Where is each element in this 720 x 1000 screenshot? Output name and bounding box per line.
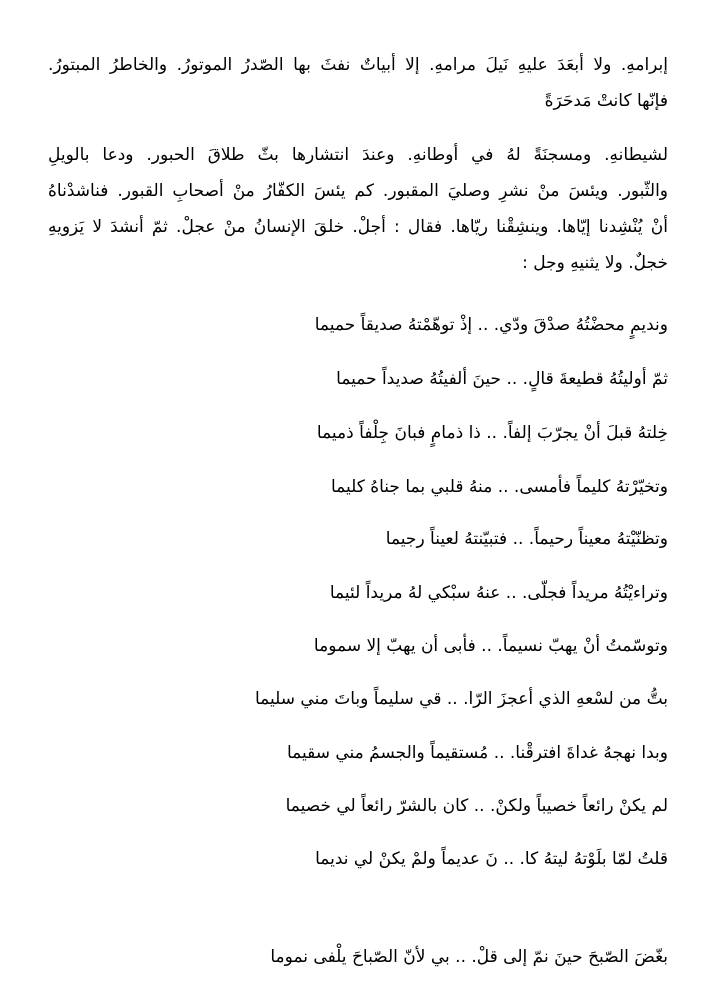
- prose-line: أنْ يُنْشِدنا إيّاها. وينشِقْنا ريّاها. فقال : أجلْ. خلقَ الإنسانُ منْ عجلْ. ثمّ أنشدَ لا يَزويهِ: [48, 217, 668, 237]
- poem-verse: لم يكنْ رائعاً خصيباً ولكنْ. .. كان بالشرّ رائعاً لي خصيما: [285, 796, 668, 816]
- poem-verse: خِلتهُ قبلَ أنْ يجرّبَ إلفاً. .. ذا ذمامٍ فبانَ جِلْفاً ذميما: [316, 423, 668, 443]
- poem-verse: قلتُ لمّا بلَوْتهُ ليتهُ كا. .. نَ عديماً ولمْ يكنْ لي نديما: [315, 849, 668, 869]
- prose-line: خجلٌ. ولا يثنيهِ وجل :: [522, 253, 668, 273]
- poem-verse: وتظنّيْتهُ معيناً رحيماً. .. فتبيّنتهُ لعيناً رجيما: [385, 529, 668, 549]
- prose-line: والثّبور. ويئسَ منْ نشرِ وصليَ المقبور. كم يئسَ الكفّارُ منْ أصحابِ القبور. فناشدْناهُ: [48, 181, 668, 201]
- poem-verse: وتراءيْتُهُ مريداً فجلّى. .. عنهُ سبْكي لهُ مريداً لئيما: [329, 583, 668, 603]
- poem-final-verse: بغّضَ الصّبحَ حينَ نمّ إلى قلْ. .. بي لأنّ الصّباحَ يلْفى نموما: [270, 947, 668, 967]
- poem-verse: ونديمٍ محضْتُهُ صدْقَ ودّي. .. إذْ توهّمْتهُ صديقاً حميما: [314, 315, 668, 335]
- prose-line: لشيطانهِ. ومسجنَةً لهُ في أوطانهِ. وعندَ انتشارها بثّ طلاقَ الحبور. ودعا بالويلِ: [48, 145, 668, 165]
- poem-verse: وتوسّمتُ أنْ يهبّ نسيماً. .. فأبى أن يهبّ إلا سموما: [313, 636, 668, 656]
- prose-line: إبرامهِ. ولا أبعَدَ عليهِ نَيلَ مرامهِ. إلا أبياتٌ نفثَ بها الصّدرُ الموتورُ. والخاطرُ المبتورُ.: [48, 55, 668, 75]
- poem-verse: وبدا نهجهُ غداةَ افترقْنا. .. مُستقيماً والجسمُ مني سقيما: [286, 743, 668, 763]
- prose-line: فإنّها كانتْ مَدحَرَةً: [544, 91, 668, 111]
- poem-verse: بتُّ من لسْعهِ الذي أعجزَ الرّا. .. قي سليماً وباتَ مني سليما: [255, 689, 668, 709]
- poem-verse: ثمّ أوليتُهُ قطيعةَ قالٍ. .. حينَ ألفيتُهُ صديداً حميما: [336, 369, 668, 389]
- poem-verse: وتخيّرْتهُ كليماً فأمسى. .. منهُ قلبي بما جناهُ كليما: [330, 477, 668, 497]
